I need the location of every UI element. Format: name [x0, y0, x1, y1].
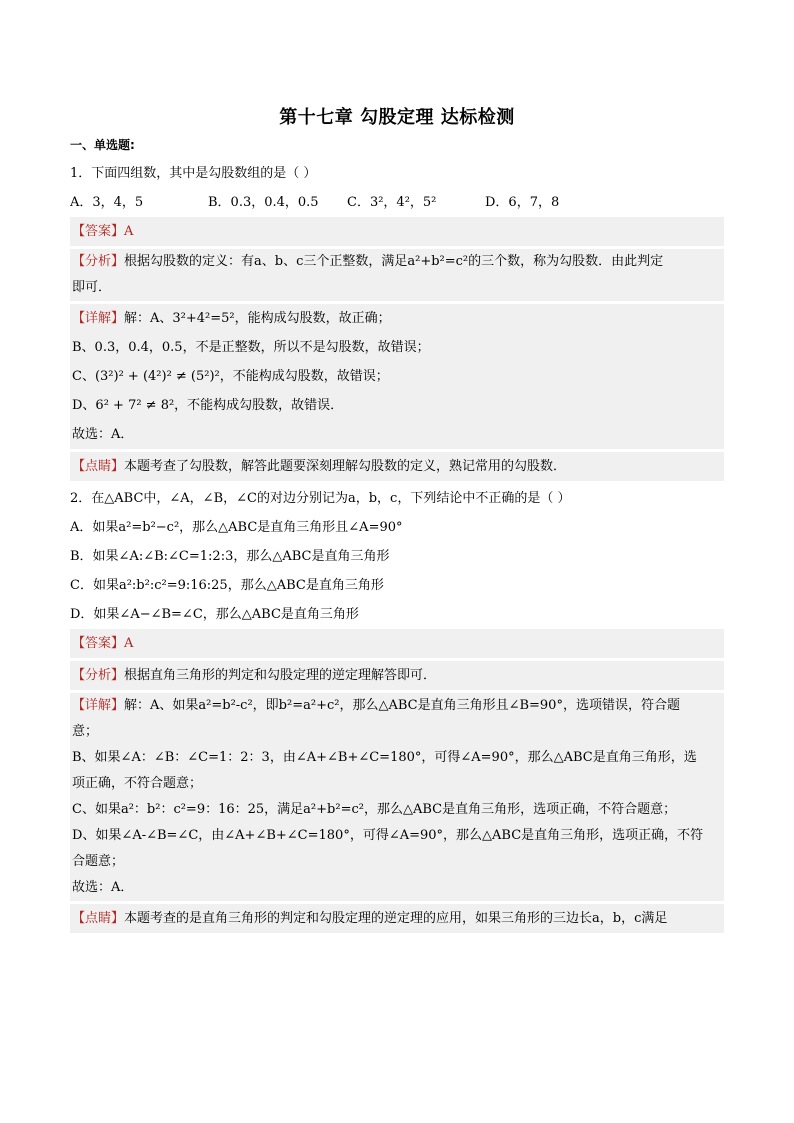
page-title: 第十七章 勾股定理 达标检测	[279, 107, 515, 128]
q1-stem: 1．下面四组数，其中是勾股数组的是（ ）	[70, 166, 317, 181]
q1-option-b: B．0.3，0.4，0.5	[208, 195, 319, 210]
q2-detail: 【详解】解：A、如果a²=b²-c²，即b²=a²+c²，那么△ABC是直角三角形且∠B=90°，选项错误，符合题 意； B、如果∠A：∠B：∠C=1：2：3，由∠A+∠B+∠C=180°，可得∠A=90°，那么△ABC是直角三角形，选 项正确，不符合题意； C、如果a²：b²：c²=9：16：25，满足a²+b²=c²，那么△ABC是直角三角形，选项正确，不符合题意； D、如果∠A-∠B=∠C，由∠A+∠B+∠C=180°，可得∠A=90°，那么△ABC是直角三角形，选项正确，不符 合题意； 故选：A．	[70, 693, 724, 901]
q1-answer: 【答案】A	[70, 217, 724, 246]
q1-detail: 【详解】解：A、3²+4²=5²，能构成勾股数，故正确； B、0.3，0.4，0.5，不是正整数，所以不是勾股数，故错误； C、(3²)² + (4²)² ≠ (5²)²，不能构成勾股数，故错误； D、6² + 7² ≠ 8²，不能构成勾股数，故错误． 故选：A．	[70, 304, 724, 449]
content	[70, 136, 724, 936]
q2-option-d: D．如果∠A−∠B=∠C，那么△ABC是直角三角形	[70, 607, 359, 622]
q1-option-d: D．6，7，8	[485, 195, 560, 210]
q2-answer: 【答案】A	[70, 629, 724, 658]
q2-option-c: C．如果a²:b²:c²=9:16:25，那么△ABC是直角三角形	[70, 578, 384, 593]
q1-comment: 【点睛】本题考查了勾股数，解答此题要深刻理解勾股数的定义，熟记常用的勾股数．	[70, 452, 724, 481]
q2-option-a: A．如果a²=b²−c²，那么△ABC是直角三角形且∠A=90°	[70, 520, 403, 535]
q2-comment: 【点睛】本题考查的是直角三角形的判定和勾股定理的逆定理的应用，如果三角形的三边长a，b，c满足	[70, 904, 724, 933]
q1-option-a: A．3，4，5	[70, 195, 144, 210]
q2-stem: 2．在△ABC中，∠A，∠B，∠C的对边分别记为a，b，c，下列结论中不正确的是（ ）	[70, 491, 571, 506]
q1-analysis: 【分析】根据勾股数的定义：有a、b、c三个正整数，满足a²+b²=c²的三个数，称为勾股数．由此判定 即可．	[70, 249, 724, 301]
section-heading: 一、单选题:	[70, 138, 135, 152]
q2-analysis: 【分析】根据直角三角形的判定和勾股定理的逆定理解答即可．	[70, 661, 724, 690]
q2-option-b: B．如果∠A:∠B:∠C=1:2:3，那么△ABC是直角三角形	[70, 549, 390, 564]
q1-option-c: C．3²，4²，5²	[347, 195, 437, 210]
q1-options	[70, 188, 724, 217]
